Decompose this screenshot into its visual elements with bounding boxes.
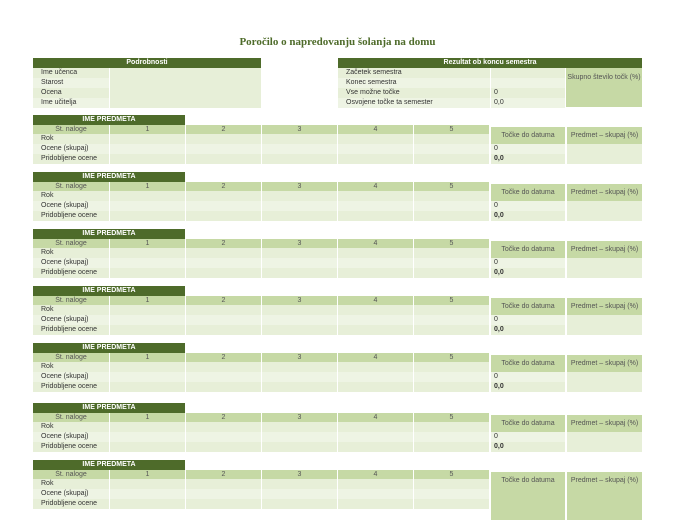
task-column-header: 2 xyxy=(186,413,261,422)
task-cell[interactable] xyxy=(110,211,185,221)
points-to-date-value: 0 xyxy=(491,315,565,325)
task-column-header: 3 xyxy=(262,470,337,479)
subject-title: IME PREDMETA xyxy=(33,229,185,239)
task-cell[interactable] xyxy=(338,499,413,509)
task-cell[interactable] xyxy=(186,442,261,452)
subject-row-label: Pridobljene ocene xyxy=(33,382,109,392)
details-label: Ocena xyxy=(33,88,109,98)
task-cell[interactable] xyxy=(110,315,185,325)
task-cell[interactable] xyxy=(338,191,413,201)
subject-title: IME PREDMETA xyxy=(33,460,185,470)
task-cell[interactable] xyxy=(414,154,489,164)
task-cell[interactable] xyxy=(110,422,185,432)
task-cell[interactable] xyxy=(338,315,413,325)
task-cell[interactable] xyxy=(110,499,185,509)
semester-label: Konec semestra xyxy=(338,78,490,88)
task-cell[interactable] xyxy=(338,325,413,335)
subject-row-label: Ocene (skupaj) xyxy=(33,432,109,442)
task-column-header: 2 xyxy=(186,296,261,305)
points-to-date-value: 0,0 xyxy=(491,442,565,452)
subject-title: IME PREDMETA xyxy=(33,343,185,353)
task-cell[interactable] xyxy=(414,201,489,211)
task-cell[interactable] xyxy=(110,268,185,278)
points-to-date-value: 0 xyxy=(491,372,565,382)
points-to-date-value: 0,0 xyxy=(491,382,565,392)
task-cell[interactable] xyxy=(338,489,413,499)
task-cell[interactable] xyxy=(414,479,489,489)
task-column-header: 2 xyxy=(186,239,261,248)
task-cell[interactable] xyxy=(414,134,489,144)
task-cell[interactable] xyxy=(262,422,337,432)
task-column-header: 3 xyxy=(262,239,337,248)
task-column-header: 3 xyxy=(262,413,337,422)
subject-title: IME PREDMETA xyxy=(33,286,185,296)
task-column-header: 1 xyxy=(110,182,185,191)
task-cell[interactable] xyxy=(186,191,261,201)
task-cell[interactable] xyxy=(110,489,185,499)
task-cell[interactable] xyxy=(110,191,185,201)
details-value-field[interactable] xyxy=(110,98,261,108)
task-cell[interactable] xyxy=(262,248,337,258)
task-column-header: 3 xyxy=(262,125,337,134)
task-cell[interactable] xyxy=(186,372,261,382)
task-column-header: 1 xyxy=(110,470,185,479)
points-to-date-label: Točke do datuma xyxy=(491,241,565,258)
task-cell[interactable] xyxy=(338,305,413,315)
task-cell[interactable] xyxy=(414,362,489,372)
task-cell[interactable] xyxy=(262,489,337,499)
details-header: Podrobnosti xyxy=(33,58,261,68)
task-cell[interactable] xyxy=(186,211,261,221)
task-number-label: Št. naloge xyxy=(33,470,109,479)
task-number-label: Št. naloge xyxy=(33,125,109,134)
task-cell[interactable] xyxy=(338,362,413,372)
task-column-header: 4 xyxy=(338,470,413,479)
task-cell[interactable] xyxy=(338,134,413,144)
task-cell[interactable] xyxy=(186,422,261,432)
points-to-date-label: Točke do datuma xyxy=(491,184,565,201)
task-cell[interactable] xyxy=(414,258,489,268)
subject-total-label: Predmet – skupaj (%) xyxy=(567,241,642,258)
subject-row-label: Ocene (skupaj) xyxy=(33,258,109,268)
task-cell[interactable] xyxy=(414,315,489,325)
task-cell[interactable] xyxy=(262,144,337,154)
task-cell[interactable] xyxy=(110,442,185,452)
task-cell[interactable] xyxy=(338,154,413,164)
task-cell[interactable] xyxy=(262,479,337,489)
subject-row-label: Rok xyxy=(33,191,109,201)
task-column-header: 2 xyxy=(186,125,261,134)
task-column-header: 3 xyxy=(262,182,337,191)
task-column-header: 4 xyxy=(338,125,413,134)
points-to-date-value: 0 xyxy=(491,432,565,442)
task-cell[interactable] xyxy=(186,305,261,315)
points-to-date-value: 0,0 xyxy=(491,268,565,278)
task-column-header: 1 xyxy=(110,239,185,248)
task-number-label: Št. naloge xyxy=(33,182,109,191)
task-column-header: 5 xyxy=(414,470,489,479)
task-cell[interactable] xyxy=(338,258,413,268)
subject-row-label: Rok xyxy=(33,362,109,372)
points-to-date-label: Točke do datuma xyxy=(491,298,565,315)
task-cell[interactable] xyxy=(414,144,489,154)
subject-total-label: Predmet – skupaj (%) xyxy=(567,472,642,520)
task-cell[interactable] xyxy=(186,325,261,335)
task-cell[interactable] xyxy=(110,432,185,442)
task-cell[interactable] xyxy=(338,144,413,154)
task-cell[interactable] xyxy=(186,144,261,154)
details-value-field[interactable] xyxy=(110,78,261,88)
subject-row-label: Pridobljene ocene xyxy=(33,499,109,509)
task-cell[interactable] xyxy=(338,442,413,452)
task-cell[interactable] xyxy=(110,134,185,144)
task-number-label: Št. naloge xyxy=(33,413,109,422)
task-column-header: 5 xyxy=(414,353,489,362)
task-cell[interactable] xyxy=(262,325,337,335)
semester-total-label: Skupno število točk (%) xyxy=(567,74,641,81)
task-cell[interactable] xyxy=(414,305,489,315)
semester-total-box xyxy=(566,68,642,107)
task-cell[interactable] xyxy=(262,372,337,382)
task-cell[interactable] xyxy=(262,201,337,211)
task-cell[interactable] xyxy=(110,325,185,335)
subject-total-value xyxy=(567,144,642,164)
task-cell[interactable] xyxy=(338,382,413,392)
subject-total-value xyxy=(567,201,642,221)
task-cell[interactable] xyxy=(414,211,489,221)
semester-value[interactable]: 0,0 xyxy=(491,98,565,108)
task-cell[interactable] xyxy=(262,134,337,144)
task-cell[interactable] xyxy=(338,211,413,221)
subject-row-label: Ocene (skupaj) xyxy=(33,315,109,325)
subject-row-label: Pridobljene ocene xyxy=(33,325,109,335)
task-cell[interactable] xyxy=(110,258,185,268)
task-cell[interactable] xyxy=(186,134,261,144)
semester-label: Začetek semestra xyxy=(338,68,490,78)
subject-row-label: Pridobljene ocene xyxy=(33,268,109,278)
subject-row-label: Rok xyxy=(33,422,109,432)
semester-value[interactable] xyxy=(491,78,565,88)
task-number-label: Št. naloge xyxy=(33,353,109,362)
task-cell[interactable] xyxy=(262,154,337,164)
subject-row-label: Ocene (skupaj) xyxy=(33,489,109,499)
task-cell[interactable] xyxy=(262,191,337,201)
subject-row-label: Ocene (skupaj) xyxy=(33,372,109,382)
task-cell[interactable] xyxy=(186,479,261,489)
task-cell[interactable] xyxy=(414,432,489,442)
task-number-label: Št. naloge xyxy=(33,239,109,248)
task-cell[interactable] xyxy=(110,305,185,315)
task-cell[interactable] xyxy=(262,362,337,372)
subject-total-label: Predmet – skupaj (%) xyxy=(567,355,642,372)
points-to-date-value: 0 xyxy=(491,258,565,268)
task-number-label: Št. naloge xyxy=(33,296,109,305)
task-cell[interactable] xyxy=(262,258,337,268)
task-cell[interactable] xyxy=(414,372,489,382)
task-cell[interactable] xyxy=(262,268,337,278)
subject-total-label: Predmet – skupaj (%) xyxy=(567,184,642,201)
subject-row-label: Pridobljene ocene xyxy=(33,154,109,164)
task-column-header: 2 xyxy=(186,182,261,191)
semester-label: Osvojene točke ta semester xyxy=(338,98,490,108)
subject-total-label: Predmet – skupaj (%) xyxy=(567,127,642,144)
task-cell[interactable] xyxy=(414,442,489,452)
subject-row-label: Rok xyxy=(33,134,109,144)
task-cell[interactable] xyxy=(186,258,261,268)
subject-row-label: Pridobljene ocene xyxy=(33,442,109,452)
task-cell[interactable] xyxy=(110,372,185,382)
task-cell[interactable] xyxy=(262,499,337,509)
task-cell[interactable] xyxy=(110,479,185,489)
subject-title: IME PREDMETA xyxy=(33,115,185,125)
task-column-header: 1 xyxy=(110,125,185,134)
task-column-header: 1 xyxy=(110,353,185,362)
subject-title: IME PREDMETA xyxy=(33,403,185,413)
task-cell[interactable] xyxy=(262,432,337,442)
subject-row-label: Ocene (skupaj) xyxy=(33,144,109,154)
subject-row-label: Pridobljene ocene xyxy=(33,211,109,221)
semester-value[interactable]: 0 xyxy=(491,88,565,98)
task-cell[interactable] xyxy=(110,382,185,392)
task-column-header: 2 xyxy=(186,470,261,479)
task-cell[interactable] xyxy=(186,362,261,372)
task-column-header: 2 xyxy=(186,353,261,362)
task-column-header: 5 xyxy=(414,182,489,191)
task-cell[interactable] xyxy=(338,201,413,211)
task-cell[interactable] xyxy=(186,248,261,258)
task-cell[interactable] xyxy=(338,372,413,382)
task-cell[interactable] xyxy=(262,382,337,392)
task-column-header: 4 xyxy=(338,182,413,191)
task-cell[interactable] xyxy=(262,305,337,315)
semester-header: Rezultat ob koncu semestra xyxy=(338,58,642,68)
task-cell[interactable] xyxy=(186,499,261,509)
subject-total-label: Predmet – skupaj (%) xyxy=(567,415,642,432)
task-column-header: 5 xyxy=(414,413,489,422)
task-cell[interactable] xyxy=(414,248,489,258)
points-to-date-value: 0 xyxy=(491,144,565,154)
task-column-header: 4 xyxy=(338,353,413,362)
points-to-date-value: 0,0 xyxy=(491,325,565,335)
task-cell[interactable] xyxy=(110,362,185,372)
subject-total-value xyxy=(567,258,642,278)
task-cell[interactable] xyxy=(414,191,489,201)
task-cell[interactable] xyxy=(186,268,261,278)
details-label: Ime učitelja xyxy=(33,98,109,108)
task-cell[interactable] xyxy=(414,325,489,335)
page-title: Poročilo o napredovanju šolanja na domu xyxy=(239,36,436,48)
details-label: Ime učenca xyxy=(33,68,109,78)
task-column-header: 4 xyxy=(338,296,413,305)
task-cell[interactable] xyxy=(110,201,185,211)
points-to-date-value: 0,0 xyxy=(491,211,565,221)
task-cell[interactable] xyxy=(186,315,261,325)
task-cell[interactable] xyxy=(338,268,413,278)
task-cell[interactable] xyxy=(186,382,261,392)
task-cell[interactable] xyxy=(338,479,413,489)
points-to-date-label: Točke do datuma xyxy=(491,472,565,520)
subject-row-label: Rok xyxy=(33,479,109,489)
task-cell[interactable] xyxy=(110,144,185,154)
subject-total-value xyxy=(567,432,642,452)
points-to-date-label: Točke do datuma xyxy=(491,415,565,432)
points-to-date-label: Točke do datuma xyxy=(491,127,565,144)
subject-row-label: Rok xyxy=(33,248,109,258)
task-column-header: 1 xyxy=(110,296,185,305)
details-value-field[interactable] xyxy=(110,88,261,98)
task-cell[interactable] xyxy=(414,422,489,432)
task-cell[interactable] xyxy=(414,499,489,509)
task-cell[interactable] xyxy=(186,432,261,442)
task-cell[interactable] xyxy=(262,315,337,325)
task-cell[interactable] xyxy=(338,422,413,432)
task-column-header: 5 xyxy=(414,239,489,248)
subject-total-value xyxy=(567,372,642,392)
semester-value[interactable] xyxy=(491,68,565,78)
task-cell[interactable] xyxy=(262,442,337,452)
subject-row-label: Ocene (skupaj) xyxy=(33,201,109,211)
task-column-header: 5 xyxy=(414,125,489,134)
task-cell[interactable] xyxy=(110,154,185,164)
task-column-header: 4 xyxy=(338,413,413,422)
subject-total-label: Predmet – skupaj (%) xyxy=(567,298,642,315)
task-cell[interactable] xyxy=(262,211,337,221)
task-cell[interactable] xyxy=(414,382,489,392)
task-cell[interactable] xyxy=(186,201,261,211)
task-cell[interactable] xyxy=(186,489,261,499)
task-cell[interactable] xyxy=(338,248,413,258)
subject-row-label: Rok xyxy=(33,305,109,315)
semester-label: Vse možne točke xyxy=(338,88,490,98)
task-cell[interactable] xyxy=(414,268,489,278)
details-label: Starost xyxy=(33,78,109,88)
task-cell[interactable] xyxy=(110,248,185,258)
task-column-header: 5 xyxy=(414,296,489,305)
subject-total-value xyxy=(567,315,642,335)
task-cell[interactable] xyxy=(338,432,413,442)
subject-title: IME PREDMETA xyxy=(33,172,185,182)
details-value-field[interactable] xyxy=(110,68,261,78)
points-to-date-label: Točke do datuma xyxy=(491,355,565,372)
points-to-date-value: 0 xyxy=(491,201,565,211)
points-to-date-value: 0,0 xyxy=(491,154,565,164)
task-column-header: 3 xyxy=(262,353,337,362)
task-cell[interactable] xyxy=(186,154,261,164)
task-column-header: 3 xyxy=(262,296,337,305)
task-cell[interactable] xyxy=(414,489,489,499)
task-column-header: 1 xyxy=(110,413,185,422)
task-column-header: 4 xyxy=(338,239,413,248)
